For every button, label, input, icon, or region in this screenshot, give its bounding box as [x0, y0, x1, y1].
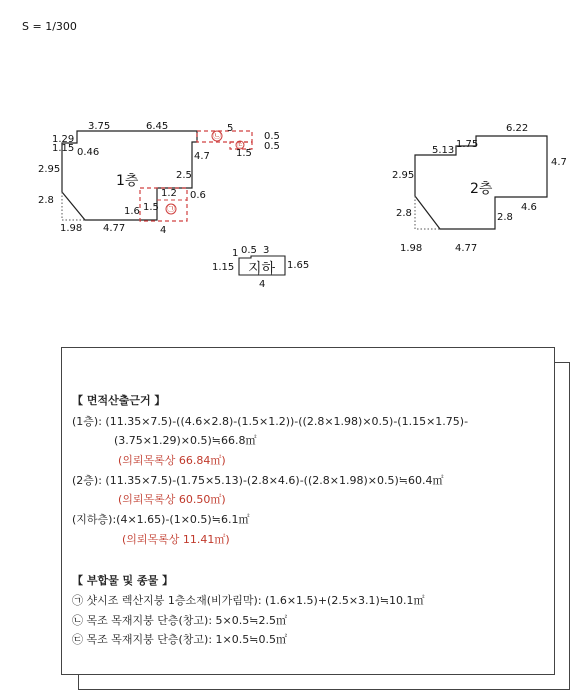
calc-line: (2층): (11.35×7.5)-(1.75×5.13)-(2.8×4.6)-((2.8×1.98)×0.5)≒60.4㎡ — [72, 474, 444, 487]
dim-label: 1.6 — [124, 206, 140, 217]
floor-plan-drawing — [0, 0, 586, 340]
dim-label: 2.8 — [497, 212, 513, 223]
calc-line: (3.75×1.29)×0.5)≒66.8㎡ — [114, 434, 257, 447]
dim-label: 1.98 — [60, 223, 83, 234]
dim-label: 4.7 — [194, 151, 210, 162]
floor2-label: 2층 — [470, 181, 493, 197]
dim-label: 1.98 — [400, 243, 423, 254]
calc-line: (1층): (11.35×7.5)-((4.6×2.8)-(1.5×1.2))-((2.8×1.98)×0.5)-(1.15×1.75)- — [72, 415, 469, 428]
dim-label: 0.6 — [190, 190, 206, 201]
basement-label: 지하 — [248, 261, 276, 277]
annex-marker: ㉠ — [167, 204, 175, 213]
annex-marker: ㉡ — [213, 131, 221, 140]
dim-label: 6.22 — [506, 123, 529, 134]
dim-label: 0.5 — [264, 141, 280, 152]
listed-area: (의뢰목록상 60.50㎡) — [118, 493, 226, 506]
area-heading: 【 면적산출근거 】 — [72, 394, 166, 407]
dim-label: 2.95 — [392, 170, 415, 181]
annex-line: ㉡ 목조 목재지붕 단층(창고): 5×0.5≒2.5㎡ — [72, 614, 287, 627]
listed-area: (의뢰목록상 11.41㎡) — [122, 533, 230, 546]
dim-label: 3 — [263, 245, 270, 256]
dim-label: 1.15 — [212, 262, 235, 273]
dim-label: 4.6 — [521, 202, 537, 213]
dim-label: 1 — [232, 248, 239, 259]
dim-label: 5 — [227, 123, 234, 134]
dim-label: 1.75 — [456, 139, 479, 150]
listed-area: (의뢰목록상 66.84㎡) — [118, 454, 226, 467]
dim-label: 6.45 — [146, 121, 169, 132]
area-calculation-panel — [61, 347, 555, 675]
dim-label: 0.5 — [241, 245, 257, 256]
annex-heading: 【 부합물 및 종물 】 — [72, 574, 174, 587]
dim-label: 2.5 — [176, 170, 192, 181]
dim-label: 4 — [259, 279, 266, 290]
annex-line: ㉢ 목조 목재지붕 단층(창고): 1×0.5≒0.5㎡ — [72, 633, 287, 646]
dim-label: 4.77 — [103, 223, 126, 234]
dim-label: 1.5 — [143, 202, 159, 213]
dim-label: 2.95 — [38, 164, 61, 175]
dim-label: 4 — [160, 225, 167, 236]
dim-label: 2.8 — [38, 195, 54, 206]
dim-label: 0.5 — [264, 131, 280, 142]
dim-label: 0.46 — [77, 147, 100, 158]
dim-label: 4.7 — [551, 157, 567, 168]
dim-label: 1.65 — [287, 260, 310, 271]
dim-label: 1.2 — [161, 188, 177, 199]
dim-label: 4.77 — [455, 243, 478, 254]
dim-label: 2.8 — [396, 208, 412, 219]
dim-label: 1.29 — [52, 134, 75, 145]
annex-line: ㉠ 샷시조 렉산지붕 1층소재(비가림막): (1.6×1.5)+(2.5×3.1)≒10.1㎡ — [72, 594, 425, 607]
dim-label: 5.13 — [432, 145, 455, 156]
dim-label: 3.75 — [88, 121, 111, 132]
annex-marker: ㉢ — [237, 141, 244, 149]
floor1-label: 1층 — [116, 173, 139, 189]
scale-label: S = 1/300 — [22, 20, 77, 33]
dim-label: 1.5 — [236, 148, 252, 159]
dim-label: 1.15 — [52, 143, 75, 154]
calc-line: (지하층):(4×1.65)-(1×0.5)≒6.1㎡ — [72, 513, 250, 526]
